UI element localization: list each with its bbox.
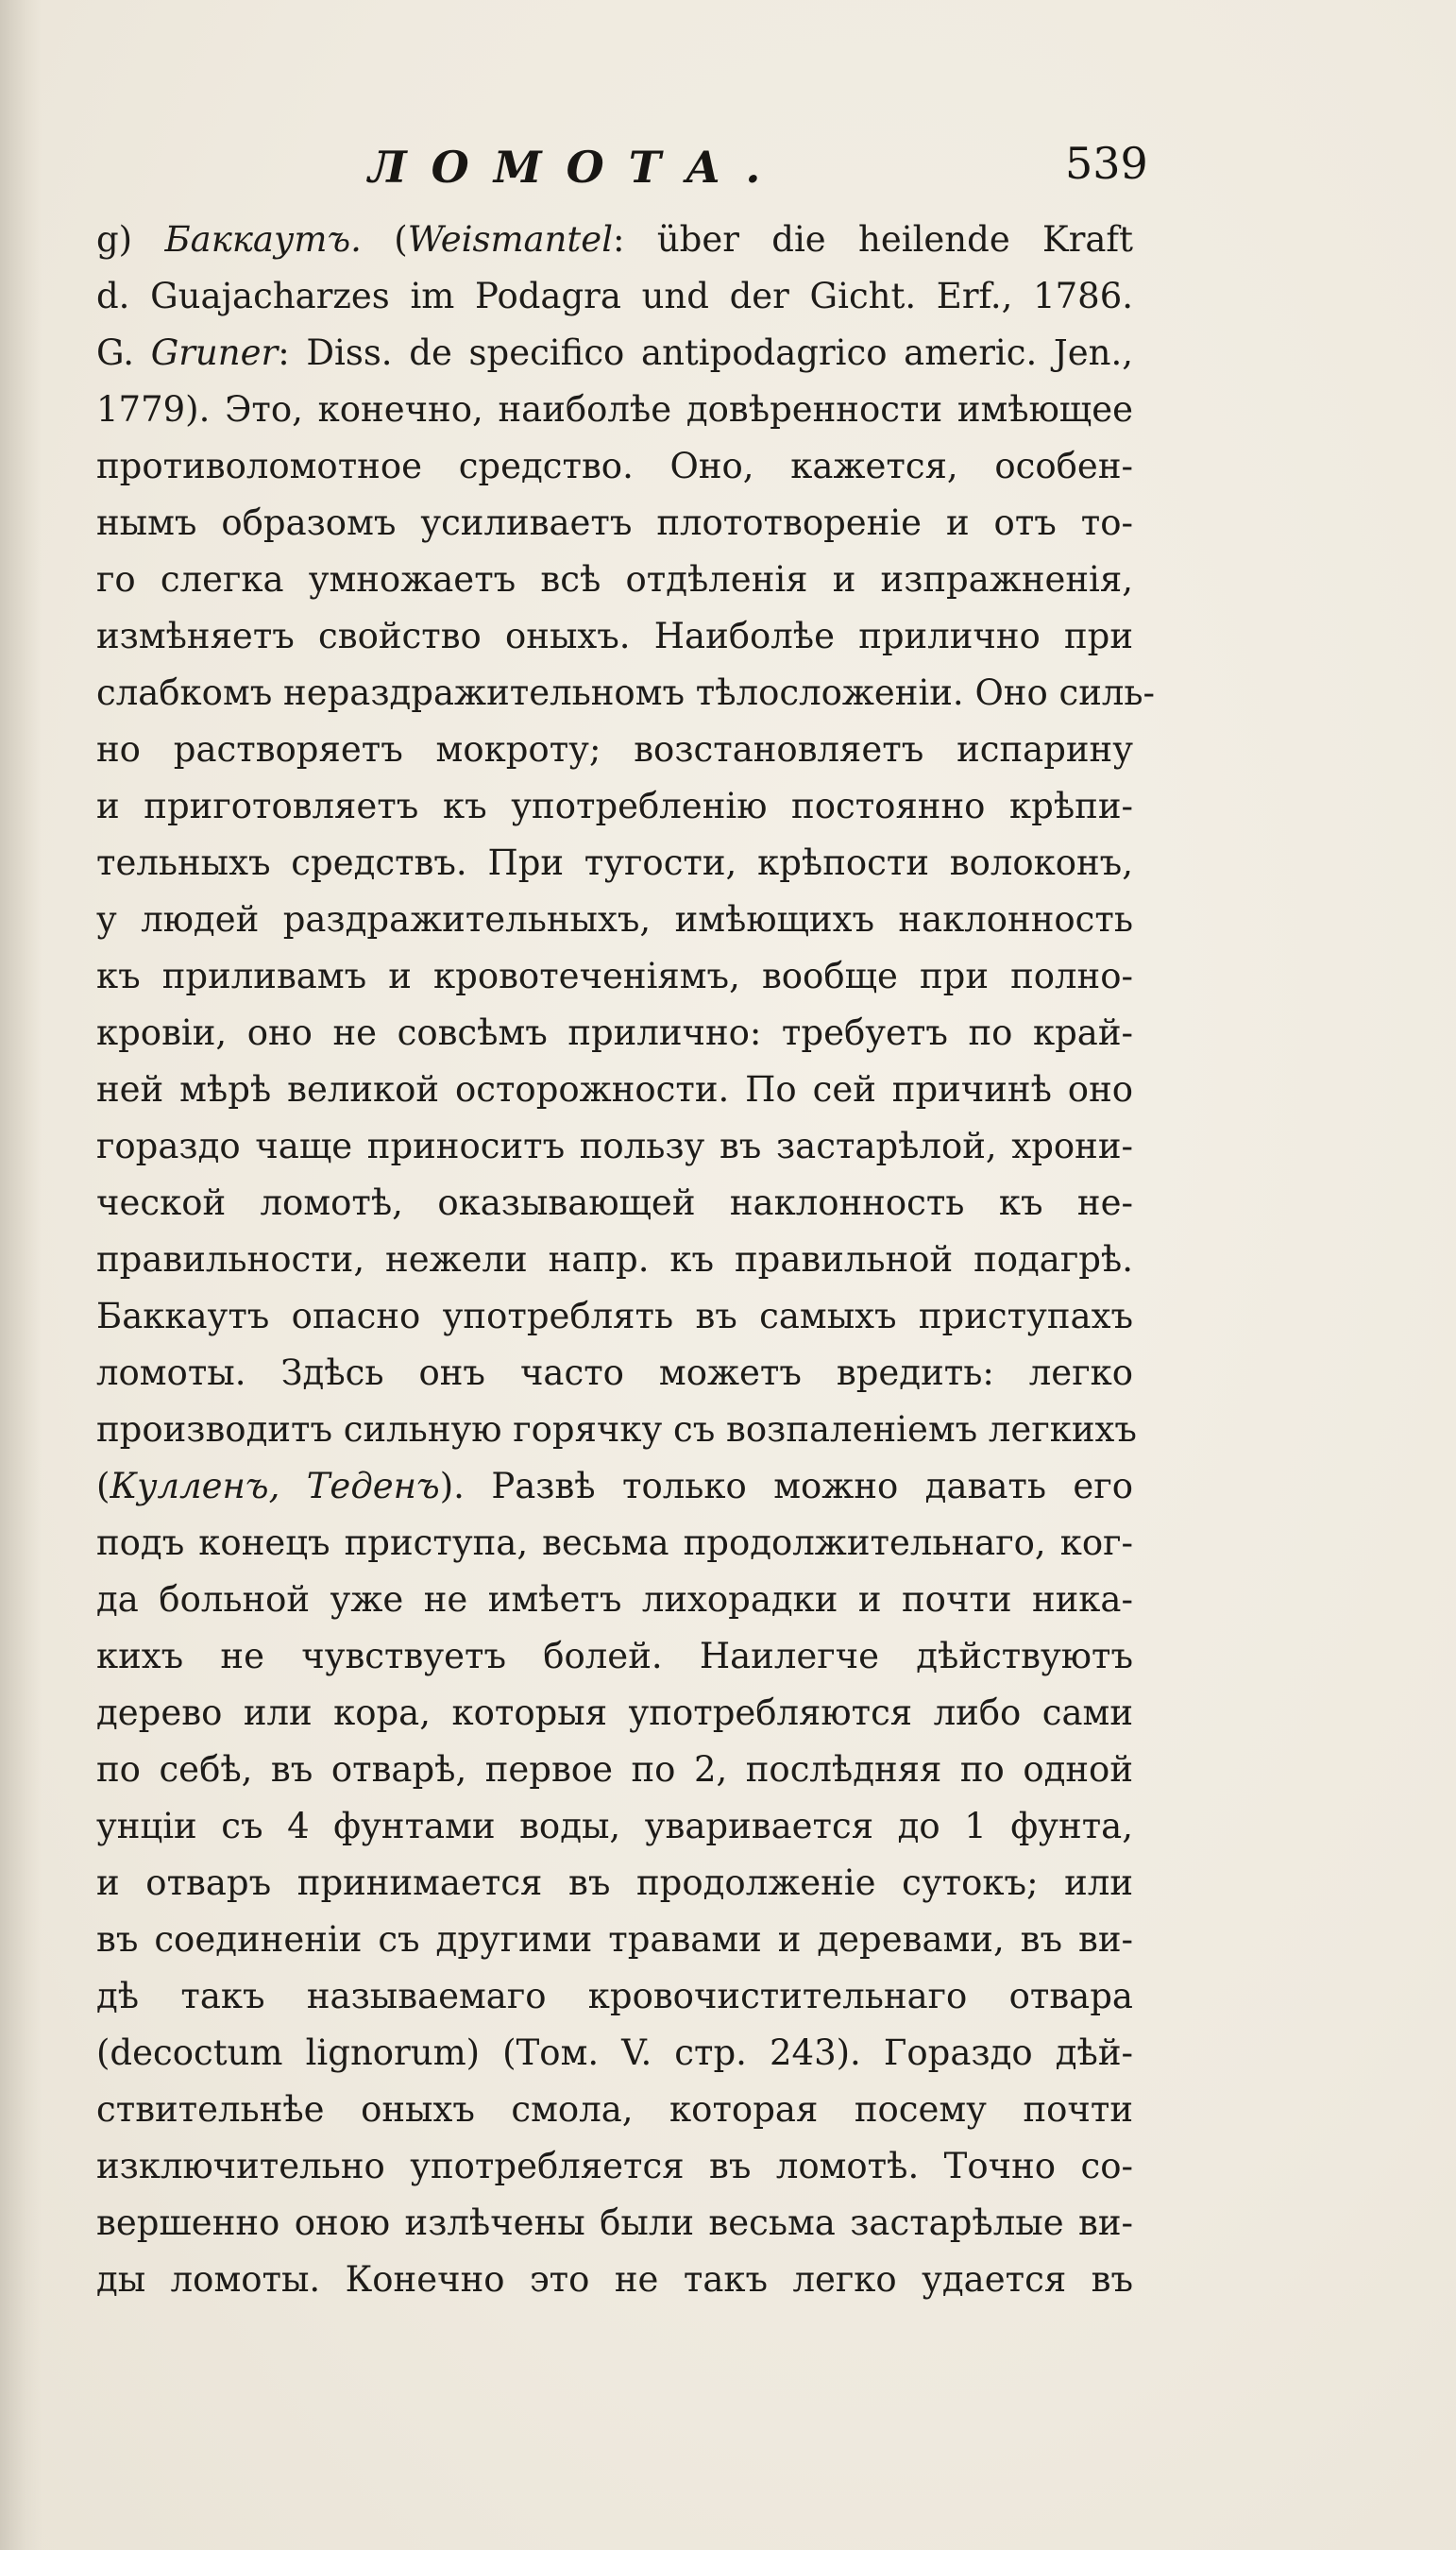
text-line: въ соединеніи съ другими травами и деревами, въ ви- bbox=[96, 1919, 1133, 1960]
text-line: дерево или кора, которыя употребляются либо сами bbox=[96, 1692, 1133, 1733]
text-line: g) Баккаутъ. (Weismantel: über die heilende Kraft bbox=[96, 219, 1133, 260]
text-line: ды ломоты. Конечно это не такъ легко удается въ bbox=[96, 2259, 1133, 2300]
text-line: кровіи, оно не совсѣмъ прилично: требуетъ по край- bbox=[96, 1012, 1133, 1053]
text-line: слабкомъ нераздражительномъ тѣлосложеніи. Оно силь- bbox=[96, 672, 1156, 713]
binding-edge-shadow bbox=[0, 0, 42, 2550]
running-title: ЛОМОТА. bbox=[368, 142, 786, 193]
text-line: да больной уже не имѣетъ лихорадки и почти ника- bbox=[96, 1579, 1133, 1620]
text-line: измѣняетъ свойство оныхъ. Наиболѣе прилично при bbox=[96, 616, 1133, 656]
text-line: (Кулленъ, Теденъ). Развѣ только можно давать его bbox=[96, 1466, 1133, 1506]
text-line: ческой ломотѣ, оказывающей наклонность къ не- bbox=[96, 1182, 1133, 1223]
text-line: но растворяетъ мокроту; возстановляетъ испарину bbox=[96, 729, 1133, 770]
text-line: вершенно оною излѣчены были весьма застарѣлые ви- bbox=[96, 2202, 1133, 2243]
text-line: 1779). Это, конечно, наиболѣе довѣренности имѣющее bbox=[96, 389, 1133, 430]
text-line: тельныхъ средствъ. При тугости, крѣпости волоконъ, bbox=[96, 842, 1133, 883]
text-line: противоломотное средство. Оно, кажется, особен- bbox=[96, 446, 1133, 486]
text-line: по себѣ, въ отварѣ, первое по 2, послѣдняя по одной bbox=[96, 1749, 1133, 1790]
text-line: кихъ не чувствуетъ болей. Наилегче дѣйствуютъ bbox=[96, 1636, 1133, 1676]
text-line: ломоты. Здѣсь онъ часто можетъ вредить: легко bbox=[96, 1352, 1133, 1393]
text-line: (decoctum lignorum) (Том. V. стр. 243). Гораздо дѣй- bbox=[96, 2032, 1133, 2073]
text-line: и приготовляетъ къ употребленію постоянно крѣпи- bbox=[96, 786, 1133, 826]
text-line: ней мѣрѣ великой осторожности. По сей причинѣ оно bbox=[96, 1069, 1133, 1110]
text-line: нымъ образомъ усиливаетъ плототвореніе и отъ то- bbox=[96, 502, 1133, 543]
text-line: у людей раздражительныхъ, имѣющихъ наклонность bbox=[96, 899, 1133, 940]
text-line: изключительно употребляется въ ломотѣ. Точно со- bbox=[96, 2146, 1133, 2186]
text-line: гораздо чаще приноситъ пользу въ застарѣлой, хрони- bbox=[96, 1126, 1133, 1166]
text-line: правильности, нежели напр. къ правильной подагрѣ. bbox=[96, 1239, 1133, 1280]
text-line: производитъ сильную горячку съ возпаленіемъ легкихъ bbox=[96, 1409, 1137, 1450]
text-line: и отваръ принимается въ продолженіе сутокъ; или bbox=[96, 1862, 1133, 1903]
body-text bbox=[96, 212, 1156, 2308]
text-line: Баккаутъ опасно употреблять въ самыхъ приступахъ bbox=[96, 1296, 1133, 1336]
text-line: ствительнѣе оныхъ смола, которая посему почти bbox=[96, 2089, 1133, 2130]
text-line: го слегка умножаетъ всѣ отдѣленія и изпражненія, bbox=[96, 559, 1133, 600]
text-line: G. Gruner: Diss. de specifico antipodagrico americ. Jen., bbox=[96, 332, 1133, 373]
text-line: къ приливамъ и кровотеченіямъ, вообще при полно- bbox=[96, 956, 1133, 996]
text-line: унціи съ 4 фунтами воды, увариваетcя до 1 фунта, bbox=[96, 1806, 1133, 1846]
text-line: подъ конецъ приступа, весьма продолжительнаго, ког- bbox=[96, 1522, 1133, 1563]
text-line: d. Guajacharzes im Podagra und der Gicht. Erf., 1786. bbox=[96, 276, 1133, 316]
page-number: 539 bbox=[1065, 138, 1148, 189]
text-line: дѣ такъ называемаго кровочистительнаго отвара bbox=[96, 1976, 1133, 2016]
